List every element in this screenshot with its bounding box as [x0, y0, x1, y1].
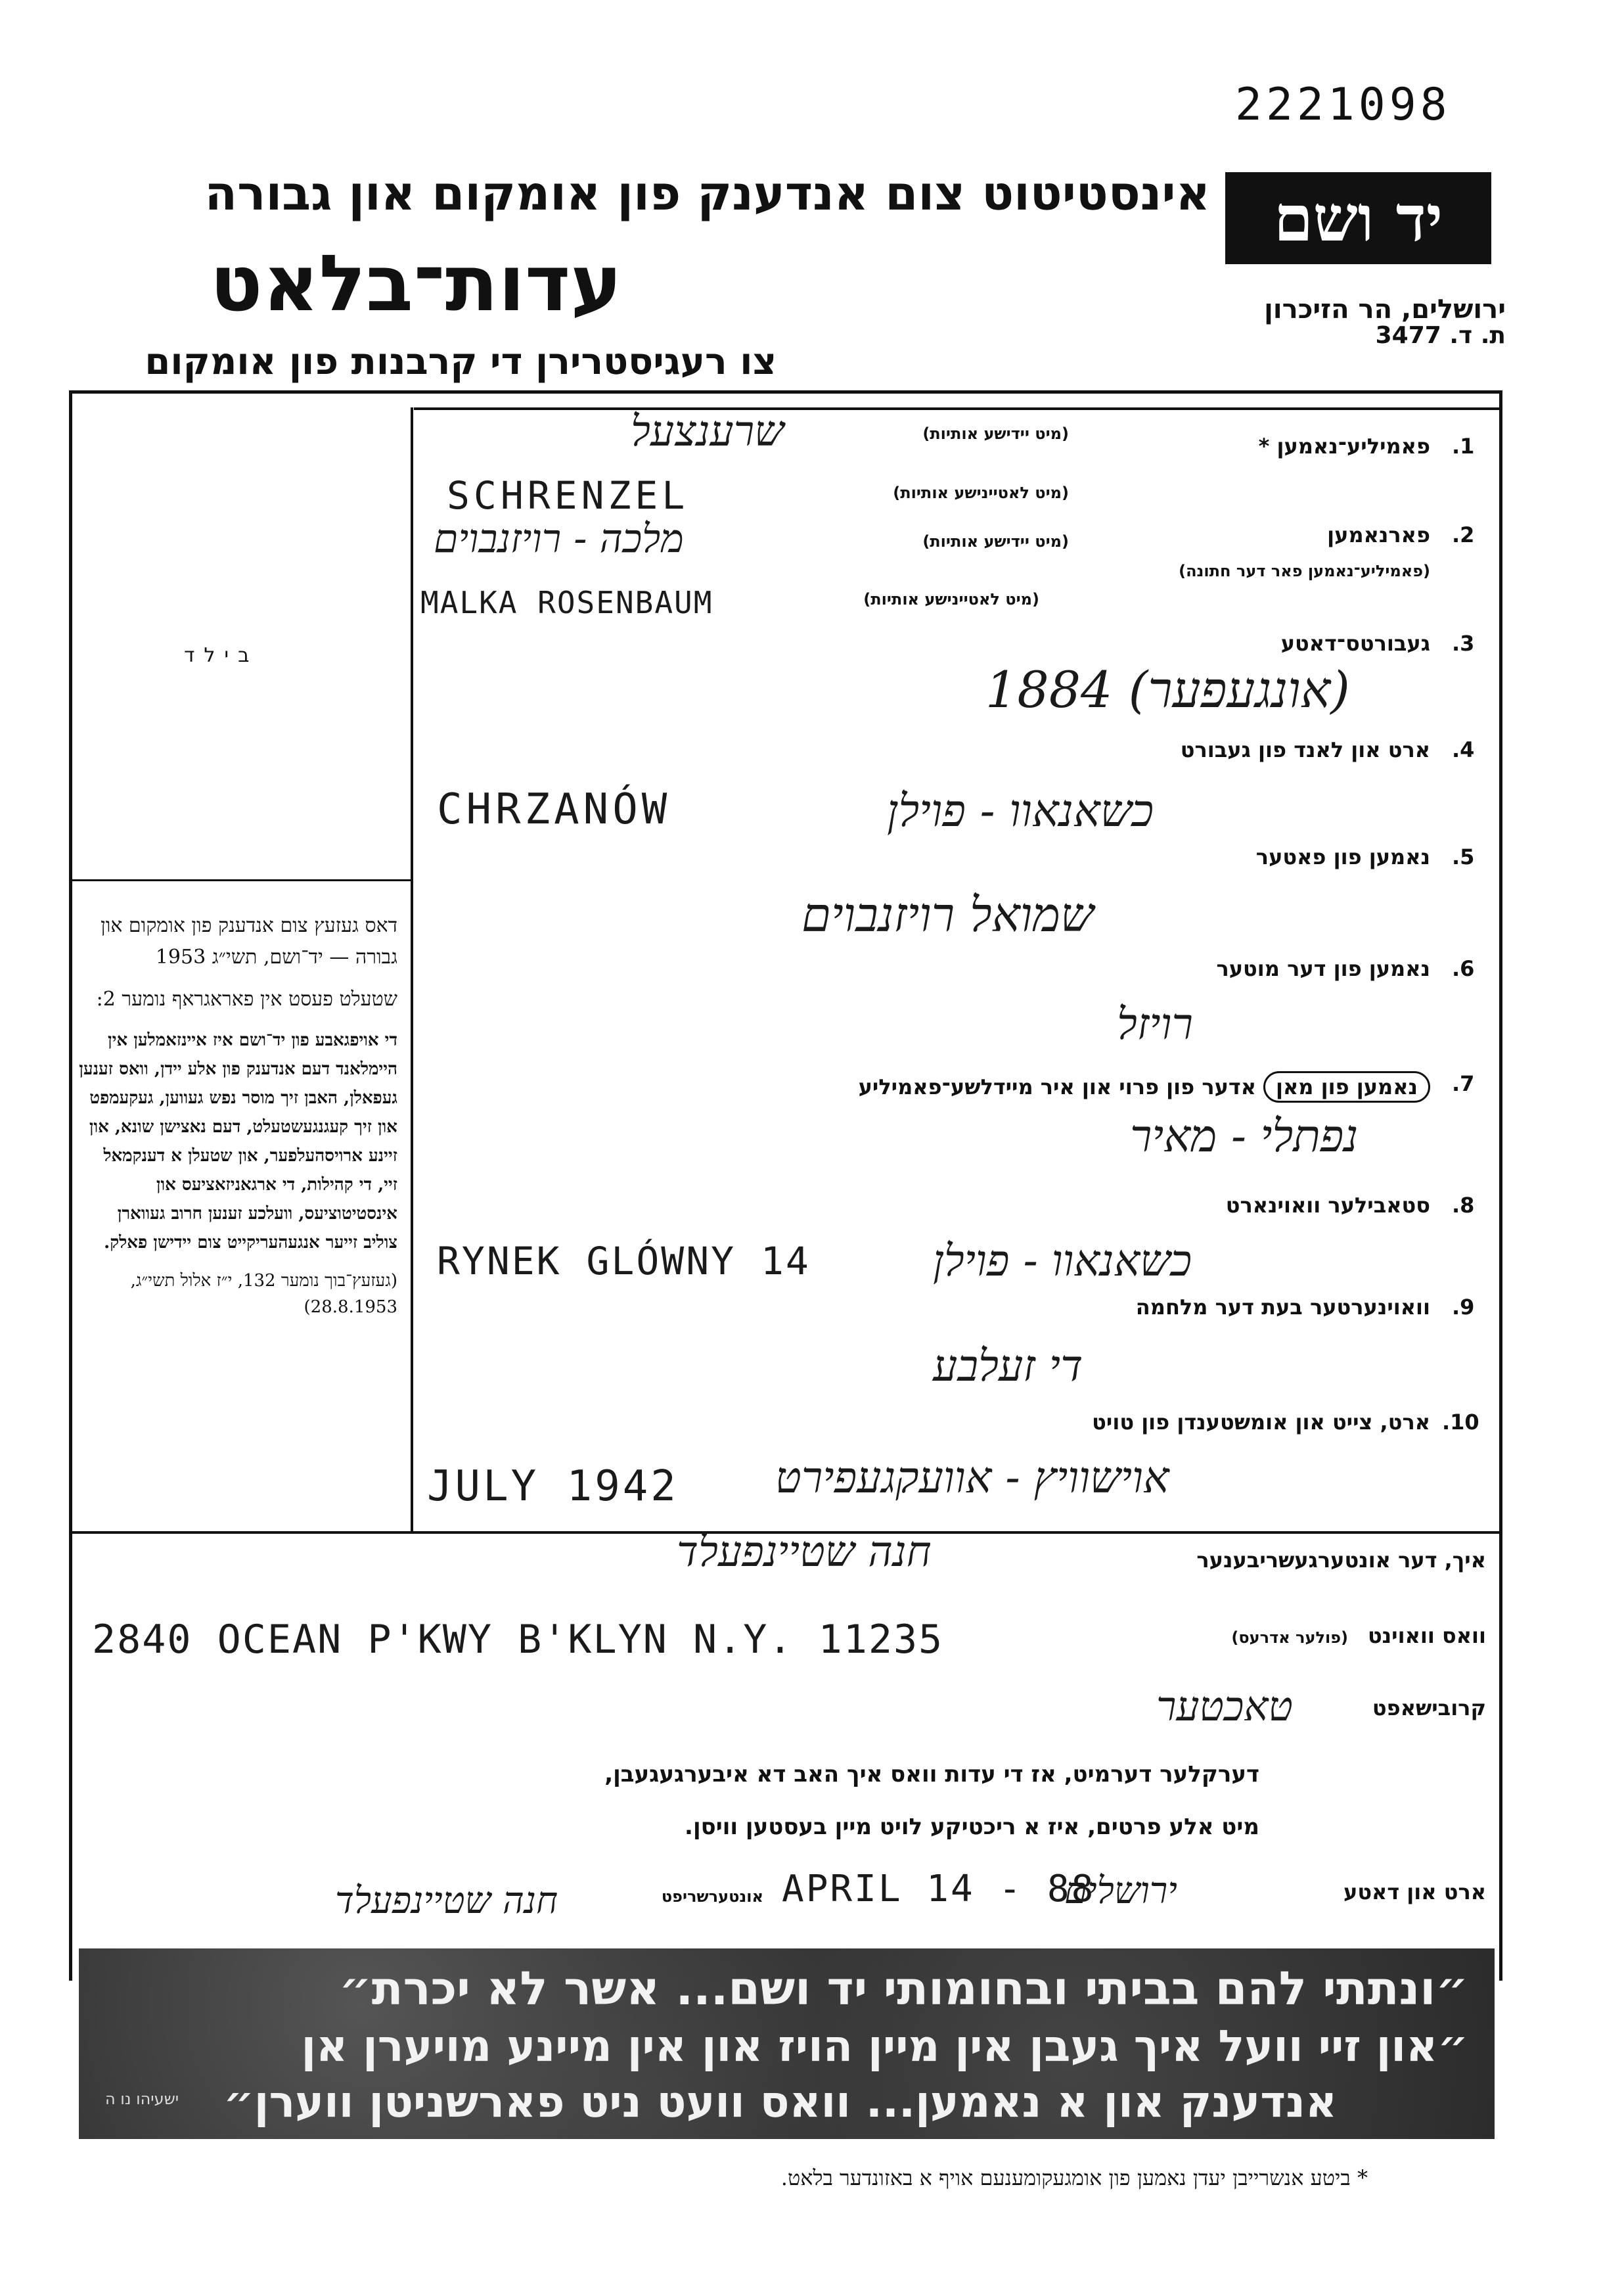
form-top-border [69, 390, 1501, 394]
field-8-label: סטאבילער וואוינארט [1225, 1193, 1430, 1218]
fields-top-border [414, 407, 1501, 410]
banner-source: ישעיהו נו ה [105, 2090, 179, 2108]
field-10-number: .10 [1442, 1410, 1479, 1435]
field-6-number: .6 [1452, 956, 1475, 981]
field-9-label: וואוינערטער בעת דער מלחמה [1135, 1295, 1430, 1320]
photo-box-bottom [71, 879, 413, 881]
form-left-border [69, 390, 72, 1981]
field-7-label: אדער פון פרוי און איר מיידלשע־פאמיליע [858, 1074, 1256, 1099]
field-10-value-latin[interactable]: JULY 1942 [427, 1462, 679, 1511]
field-2-label-note: (פאמיליע־נאמען פאר דער חתונה) [1179, 562, 1430, 580]
field-6-label: נאמען פון דער מוטער [1216, 956, 1430, 981]
signature-date[interactable]: APRIL 14 - 88 [782, 1868, 1096, 1910]
field-4-value-latin[interactable]: CHRZANÓW [437, 785, 671, 834]
place-date-label: ארט און דאטע [1343, 1879, 1486, 1904]
field-2-label: פארנאמען [1327, 522, 1430, 547]
field-10-value[interactable]: אוישוויץ - אוועקגעפירט [775, 1452, 1169, 1503]
field-2-sub-yiddish: (מיט יידישע אותיות) [922, 532, 1069, 551]
field-8-value-latin[interactable]: RYNEK GLÓWNY 14 [437, 1239, 811, 1283]
address-line-1: ירושלים, הר הזיכרון [1264, 294, 1506, 325]
field-7-number: .7 [1452, 1071, 1475, 1096]
banner-line-1: ״ונתתי להם בביתי ובחומותי יד ושם... אשר לא יכרת״ [339, 1962, 1468, 2015]
field-2-number: .2 [1452, 522, 1475, 547]
signature[interactable]: חנה שטיינפעלד [335, 1879, 558, 1922]
yad-vashem-logo [1225, 172, 1491, 264]
field-1-label: פאמיליע־נאמען * [1258, 434, 1430, 459]
law-paragraph-3: די אויפגאבע פון יד־ושם איז איינזאמלען אין היימלאנד דעם אנדענק פון אלע יידן, וואס זענען געפאלן, האבן זיך מוסר נפש געווען, געקעמפט און זיך קעגנגעשטעלט, דעם נאצישן שונא, און זיינע ארויסהעלפער, און שטעלן א דענקמאל זיי, די קהילות, די ארגאניזאציעס און אינסטיטוציעס, וועלכע זענען חרוב געווארן צוליב זייער אנגעהעריקייט צום יידישן פאלק. [79, 1030, 397, 1253]
form-subtitle: צו רעגיסטרירן די קרבנות פון אומקום [145, 340, 777, 383]
field-3-number: .3 [1452, 631, 1475, 656]
field-8-value[interactable]: כשאנאוו - פוילן [933, 1235, 1192, 1286]
relation-value[interactable]: טאכטער [1156, 1682, 1293, 1730]
banner-line-3: אנדענק און א נאמען... וואס וועט ניט פארשניטן ווערן״ [223, 2077, 1337, 2127]
signature-label: אונטערשריפט [661, 1887, 763, 1906]
field-9-value[interactable]: די זעלבע [933, 1341, 1083, 1391]
field-3-value[interactable]: 1884 (אונגעפער) [985, 660, 1350, 719]
photo-label: בילד [184, 644, 259, 667]
field-5-label: נאמען פון פאטער [1255, 844, 1430, 869]
submitter-label: איך, דער אונטערגעשריבענער [1196, 1548, 1486, 1573]
law-paragraph-1: דאס געזעץ צום אנדענק פון אומקום און גבורה — יד־ושם, תשי״ג 1953 [101, 914, 397, 969]
field-3-label: געבורטס־דאטע [1280, 631, 1430, 656]
field-8-number: .8 [1452, 1193, 1475, 1218]
field-4-number: .4 [1452, 737, 1475, 762]
form-right-border [1499, 390, 1502, 1981]
institute-title: אינסטיטוט צום אנדענק פון אומקום און גבורה [204, 166, 1210, 221]
field-2-value-yiddish[interactable]: מלכה - רויזנבוים [434, 516, 684, 562]
field-4-label: ארט און לאנד פון געבורט [1180, 737, 1430, 762]
field-2-sub-latin: (מיט לאטיינישע אותיות) [863, 590, 1039, 609]
address-line-2: ת. ד. 3477 [1375, 322, 1506, 349]
field-1-value-yiddish[interactable]: שרענצעל [631, 407, 784, 456]
field-7-label-circled: נאמען פון מאן [1263, 1071, 1430, 1103]
address-label: וואס וואוינט [1367, 1623, 1486, 1648]
relation-label: קרובישאפט [1372, 1695, 1486, 1720]
field-1-sub-latin: (מיט לאטיינישע אותיות) [893, 484, 1069, 502]
logo-text: יד ושם [1273, 181, 1443, 256]
field-5-number: .5 [1452, 844, 1475, 869]
declaration-line-1: דערקלער דערמיט, אז די עדות וואס איך האב דא איבערגעגעבן, [604, 1761, 1259, 1787]
submitter-name[interactable]: חנה שטיינפעלד [677, 1528, 932, 1577]
form-title: עדות־בלאט [210, 238, 622, 329]
banner-line-2: ״און זיי וועל איך געבן אין מיין הויז און אין מיינע מויערן אן [301, 2021, 1468, 2071]
field-4-value[interactable]: כשאנאוו - פוילן [887, 785, 1154, 837]
field-1-value-latin[interactable]: SCHRENZEL [447, 473, 689, 518]
field-1-sub-yiddish: (מיט יידישע אותיות) [922, 425, 1069, 443]
verse-banner [79, 1948, 1495, 2139]
law-paragraph-2: שטעלט פעסט אין פאראגראף נומער 2: [96, 988, 397, 1011]
sidebar-law-text [79, 910, 397, 1320]
field-2-value-latin[interactable]: MALKA ROSENBAUM [420, 585, 713, 620]
declaration-line-2: מיט אלע פרטים, איז א ריכטיקע לויט מיין בעסטען וויסן. [685, 1814, 1259, 1840]
field-9-number: .9 [1452, 1295, 1475, 1320]
address-sub-label: (פולער אדרעס) [1231, 1628, 1348, 1647]
field-7-value[interactable]: נפתלי - מאיר [1130, 1111, 1359, 1163]
field-6-value[interactable]: רויזל [1117, 999, 1193, 1049]
field-5-value[interactable]: שמואל רויזנבוים [801, 887, 1094, 942]
signature-place[interactable]: ירושלים [1064, 1870, 1177, 1912]
submitter-address[interactable]: 2840 OCEAN P'KWY B'KLYN N.Y. 11235 [92, 1617, 944, 1663]
law-citation: (געזעץ־בוך נומער 132, י״ז אלול תשי״ג, 28.8.1953) [130, 1271, 397, 1317]
field-1-number: .1 [1452, 434, 1475, 459]
field-10-label: ארט, צייט און אומשטענדן פון טויט [1092, 1410, 1430, 1435]
document-number: 2221098 [1235, 79, 1451, 131]
column-divider [411, 407, 413, 1531]
footnote: * ביטע אנשרייבן יעדן נאמען פון אומגעקומענעם אויף א באזונדער בלאט. [780, 2165, 1368, 2190]
